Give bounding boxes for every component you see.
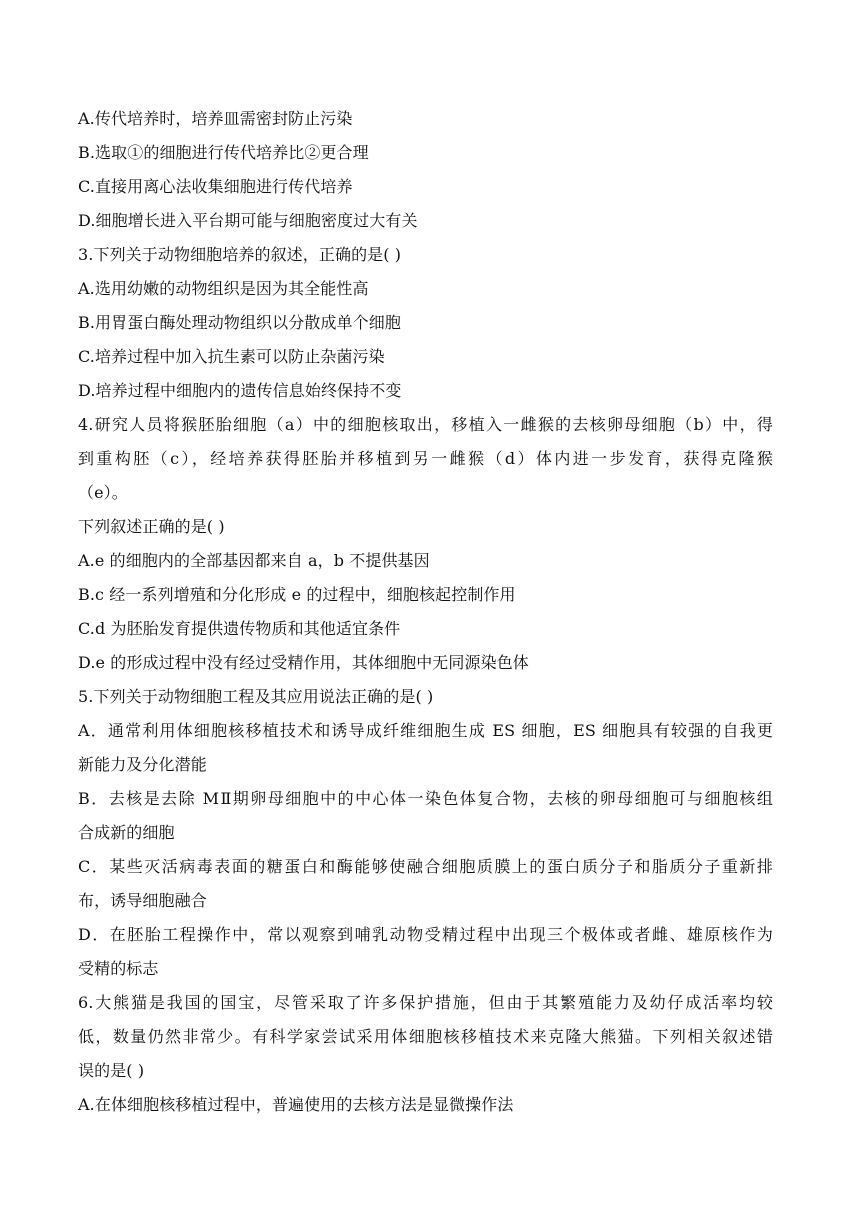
question-3-option-c: C.培养过程中加入抗生素可以防止杂菌污染	[78, 347, 385, 366]
question-6-stem-line-3: 误的是( )	[78, 1061, 145, 1080]
option-b-passage: B.选取①的细胞进行传代培养比②更合理	[78, 143, 369, 162]
option-a-passage: A.传代培养时，培养皿需密封防止污染	[78, 109, 353, 128]
question-4-stem-line-3: （e）。	[78, 483, 128, 502]
question-4-prompt: 下列叙述正确的是( )	[78, 517, 225, 536]
question-5-option-d-line-1: D．在胚胎工程操作中，常以观察到哺乳动物受精过程中出现三个极体或者雌、雄原核作为	[78, 925, 773, 944]
option-d-passage: D.细胞增长进入平台期可能与细胞密度过大有关	[78, 211, 418, 230]
question-3-option-b: B.用胃蛋白酶处理动物组织以分散成单个细胞	[78, 313, 401, 332]
question-3-stem: 3.下列关于动物细胞培养的叙述，正确的是( )	[78, 245, 402, 264]
question-6-option-a: A.在体细胞核移植过程中，普遍使用的去核方法是显微操作法	[78, 1095, 514, 1114]
question-text-block	[78, 102, 773, 1122]
question-4-option-a: A.e 的细胞内的全部基因都来自 a，b 不提供基因	[78, 551, 430, 570]
question-4-option-c: C.d 为胚胎发育提供遗传物质和其他适宜条件	[78, 619, 401, 638]
question-6-stem-line-1: 6.大熊猫是我国的国宝，尽管采取了许多保护措施，但由于其繁殖能力及幼仔成活率均较	[78, 993, 773, 1012]
question-3-option-d: D.培养过程中细胞内的遗传信息始终保持不变	[78, 381, 402, 400]
question-5-option-c-line-2: 布，诱导细胞融合	[78, 891, 207, 910]
question-4-option-d: D.e 的形成过程中没有经过受精作用，其体细胞中无同源染色体	[78, 653, 529, 672]
question-3-option-a: A.选用幼嫩的动物组织是因为其全能性高	[78, 279, 369, 298]
question-5-option-b-line-2: 合成新的细胞	[78, 823, 175, 842]
question-6-stem-line-2: 低，数量仍然非常少。有科学家尝试采用体细胞核移植技术来克隆大熊猫。下列相关叙述错	[78, 1027, 773, 1046]
question-4-option-b: B.c 经一系列增殖和分化形成 e 的过程中，细胞核起控制作用	[78, 585, 516, 604]
question-5-option-a-line-2: 新能力及分化潜能	[78, 755, 207, 774]
question-4-stem-line-2: 到重构胚（c），经培养获得胚胎并移植到另一雌猴（d）体内进一步发育，获得克隆猴	[78, 449, 773, 468]
option-c-passage: C.直接用离心法收集细胞进行传代培养	[78, 177, 353, 196]
question-5-option-a-line-1: A．通常利用体细胞核移植技术和诱导成纤维细胞生成 ES 细胞，ES 细胞具有较强的自我更	[78, 721, 773, 740]
question-5-option-b-line-1: B．去核是去除 MⅡ期卵母细胞中的中心体一染色体复合物，去核的卵母细胞可与细胞核组	[78, 789, 773, 808]
question-5-option-c-line-1: C．某些灭活病毒表面的糖蛋白和酶能够使融合细胞质膜上的蛋白质分子和脂质分子重新排	[78, 857, 773, 876]
question-4-stem-line-1: 4.研究人员将猴胚胎细胞（a）中的细胞核取出，移植入一雌猴的去核卵母细胞（b）中，得	[78, 415, 773, 434]
question-5-option-d-line-2: 受精的标志	[78, 959, 159, 978]
question-5-stem: 5.下列关于动物细胞工程及其应用说法正确的是( )	[78, 687, 434, 706]
